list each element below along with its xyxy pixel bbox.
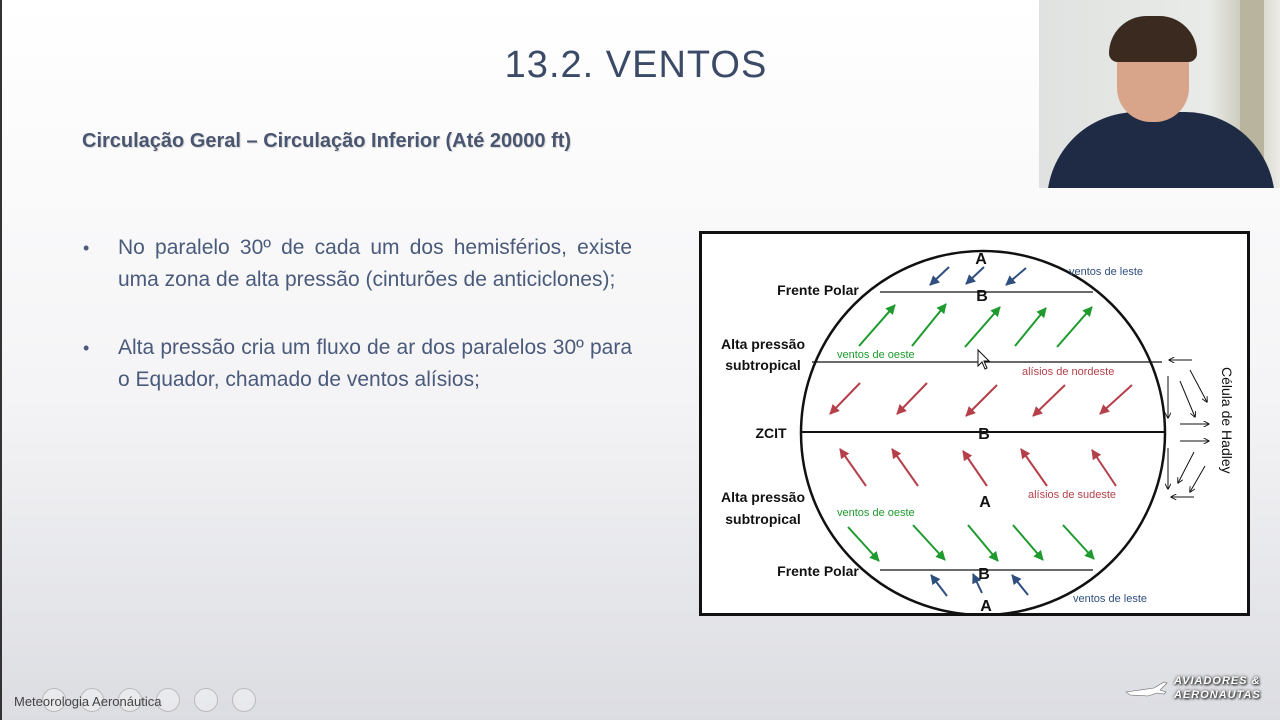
brand-logo bbox=[1124, 673, 1266, 705]
brand-logo-line2: AERONAUTAS bbox=[1174, 689, 1261, 701]
course-footer: Meteorologia Aeronáutica bbox=[14, 694, 162, 709]
label-b-south-polar: B bbox=[978, 566, 990, 583]
webcam-overlay bbox=[1039, 0, 1280, 188]
hadley-arrow bbox=[1178, 452, 1194, 483]
label-ventos-de-oeste-north: ventos de oeste bbox=[837, 349, 915, 361]
slide-subtitle: Circulação Geral – Circulação Inferior (Até 20000 ft) bbox=[82, 130, 572, 152]
northeast-trades-arrows bbox=[830, 383, 1132, 416]
bullet-dot-icon: • bbox=[83, 238, 90, 258]
trade-wind-arrow bbox=[966, 385, 997, 416]
label-alisios-nordeste: alísios de nordeste bbox=[1022, 366, 1115, 378]
bullet-item bbox=[80, 232, 632, 296]
label-zcit: ZCIT bbox=[755, 425, 787, 441]
trade-wind-arrow bbox=[1021, 449, 1047, 486]
hadley-arrow bbox=[1190, 370, 1207, 402]
easterly-arrow bbox=[1006, 268, 1026, 285]
slides-grid-icon[interactable] bbox=[194, 688, 218, 712]
easterly-arrow bbox=[931, 575, 947, 596]
westerly-arrow bbox=[1015, 308, 1046, 346]
trade-wind-arrow bbox=[1092, 450, 1116, 486]
westerly-arrow bbox=[965, 307, 1000, 347]
trade-wind-arrow bbox=[830, 383, 860, 414]
label-alta-pressao-north-2: subtropical bbox=[725, 357, 801, 373]
westerly-arrow bbox=[912, 304, 946, 346]
southeast-trades-arrows bbox=[840, 449, 1116, 486]
label-frente-polar-south: Frente Polar bbox=[777, 563, 859, 579]
hadley-arrow bbox=[1190, 466, 1205, 492]
wind-circulation-diagram bbox=[699, 231, 1250, 616]
trade-wind-arrow bbox=[1033, 385, 1065, 416]
bullet-text: No paralelo 30º de cada um dos hemisférios, existe uma zona de alta pressão (cinturões de anticiclones); bbox=[118, 236, 632, 291]
westerly-arrow bbox=[1057, 307, 1092, 347]
westerly-arrow bbox=[848, 527, 879, 561]
label-ventos-de-leste-south: ventos de leste bbox=[1073, 593, 1147, 605]
brand-logo-text bbox=[1174, 674, 1266, 702]
bullet-item bbox=[80, 332, 632, 396]
south-westerlies-arrows bbox=[848, 525, 1094, 561]
label-frente-polar-north: Frente Polar bbox=[777, 282, 859, 298]
label-ventos-de-leste-north: ventos de leste bbox=[1069, 266, 1143, 278]
bullet-dot-icon: • bbox=[83, 338, 90, 358]
easterly-arrow bbox=[930, 267, 949, 285]
slide-title: 13.2. VENTOS bbox=[504, 44, 768, 86]
label-alta-pressao-south-1: Alta pressão bbox=[720, 489, 806, 505]
north-easterlies-arrows bbox=[930, 267, 1026, 285]
brand-logo-line1: AVIADORES & bbox=[1174, 675, 1261, 687]
westerly-arrow bbox=[859, 305, 895, 346]
bullet-list bbox=[80, 232, 632, 432]
label-b-equator: B bbox=[978, 426, 990, 443]
easterly-arrow bbox=[966, 267, 984, 284]
diagram-canvas bbox=[702, 234, 1247, 613]
trade-wind-arrow bbox=[892, 449, 918, 486]
trade-wind-arrow bbox=[840, 449, 866, 486]
label-a-south-high: A bbox=[979, 494, 991, 511]
label-alta-pressao-south-2: subtropical bbox=[725, 511, 801, 527]
bullet-text: Alta pressão cria um fluxo de ar dos paralelos 30º para o Equador, chamado de ventos alísios; bbox=[118, 336, 632, 391]
mouse-cursor-icon bbox=[978, 350, 989, 369]
more-options-icon[interactable] bbox=[232, 688, 256, 712]
trade-wind-arrow bbox=[897, 383, 927, 414]
westerly-arrow bbox=[1063, 525, 1094, 559]
airplane-icon bbox=[1124, 679, 1168, 699]
westerly-arrow bbox=[1013, 525, 1043, 560]
label-a-bottom: A bbox=[980, 598, 992, 613]
presenter-hair bbox=[1109, 16, 1197, 62]
trade-wind-arrow bbox=[1100, 385, 1132, 414]
westerly-arrow bbox=[913, 525, 945, 560]
hadley-cell-arrows bbox=[1168, 360, 1209, 497]
label-alisios-sudeste: alísios de sudeste bbox=[1028, 489, 1117, 501]
label-a-top: A bbox=[975, 251, 987, 268]
north-westerlies-arrows bbox=[859, 304, 1092, 347]
trade-wind-arrow bbox=[963, 451, 987, 486]
westerly-arrow bbox=[968, 525, 998, 561]
label-ventos-de-oeste-south: ventos de oeste bbox=[837, 507, 915, 519]
easterly-arrow bbox=[1012, 575, 1028, 595]
hadley-arrow bbox=[1180, 381, 1195, 417]
label-celula-hadley: Célula de Hadley bbox=[1219, 367, 1235, 474]
label-alta-pressao-north-1: Alta pressão bbox=[720, 336, 806, 352]
label-b-north-polar: B bbox=[976, 288, 988, 305]
